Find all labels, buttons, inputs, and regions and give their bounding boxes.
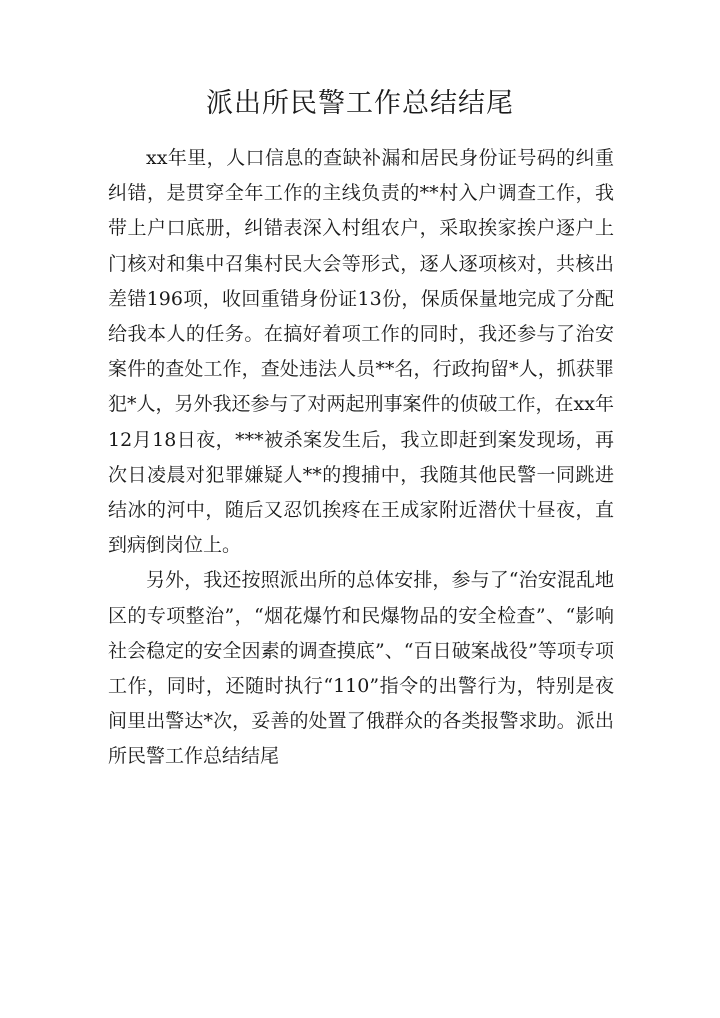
document-body <box>108 141 614 775</box>
paragraph-2: 另外，我还按照派出所的总体安排，参与了“治安混乱地区的专项整治”，“烟花爆竹和民爆物品的安全检查”、“影响社会稳定的安全因素的调查摸底”、“百日破案战役”等项专项工作，同时，还随时执行“110”指令的出警行为，特别是夜间里出警达*次，妥善的处置了俄群众的各类报警求助。派出所民警工作总结结尾 <box>108 569 614 768</box>
document-title: 派出所民警工作总结结尾 <box>206 88 514 119</box>
paragraph-1: xx年里，人口信息的查缺补漏和居民身份证号码的纠重纠错，是贯穿全年工作的主线负责的**村入户调查工作，我带上户口底册，纠错表深入村组农户，采取挨家挨户逐户上门核对和集中召集村民大会等形式，逐人逐项核对，共核出差错196项，收回重错身份证13份，保质保量地完成了分配给我本人的任务。在搞好着项工作的同时，我还参与了治安案件的查处工作，查处违法人员**名，行政拘留*人，抓获罪犯*人，另外我还参与了对两起刑事案件的侦破工作，在xx年12月18日夜，***被杀案发生后，我立即赶到案发现场，再次日凌晨对犯罪嫌疑人**的搜捕中，我随其他民警一同跳进结冰的河中，随后又忍饥挨疼在王成家附近潜伏十昼夜，直到病倒岗位上。 <box>108 147 614 557</box>
